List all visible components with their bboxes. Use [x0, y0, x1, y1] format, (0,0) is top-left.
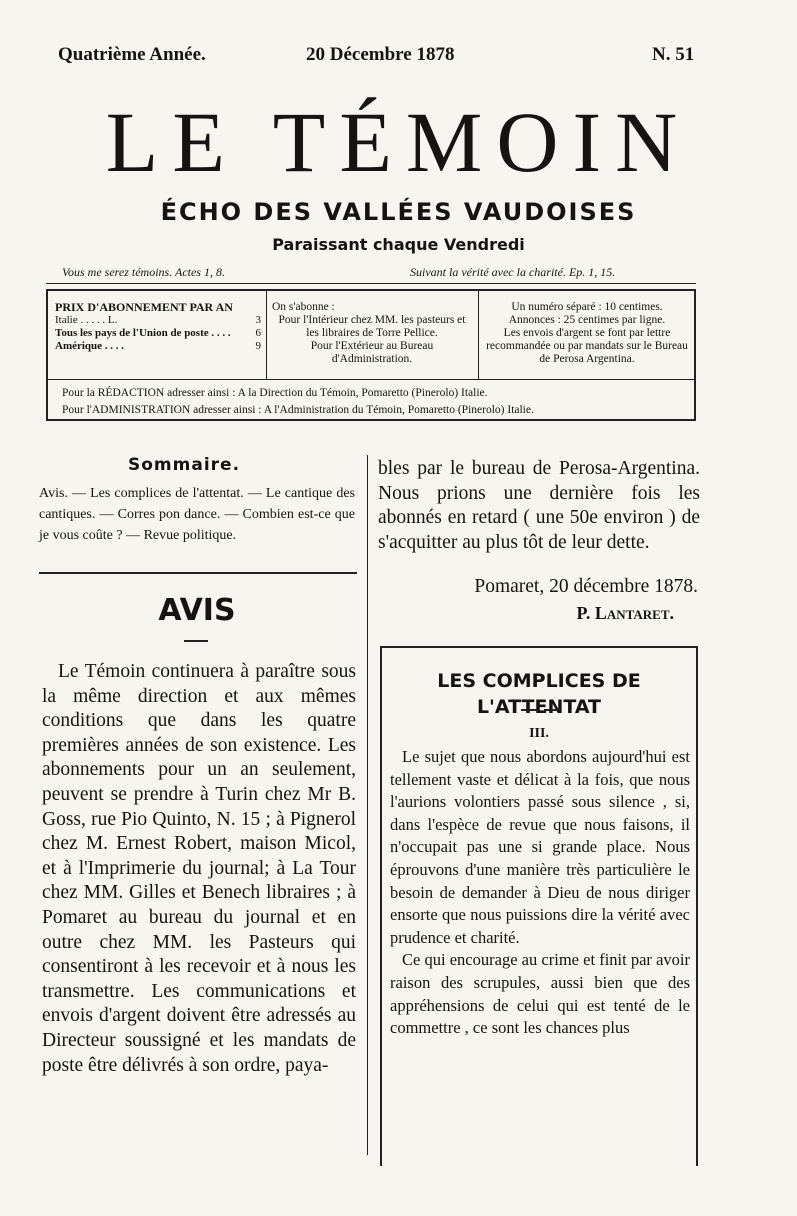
- avis-body: Le Témoin continuera à paraître sous la même direction et aux mêmes conditions que dans les quatre premières années de son existence. Les abonnements pour un an seulement, peuvent se prendre à Turin chez Mr B. Goss, rue Pio Quinto, N. 15 ; à Pignerol chez M. Ernest Robert, maison Micol, et à l'Imprimerie du journal; à La Tour chez MM. Gilles et Benech libraires ; à Pomaret au bureau du journal et en outre chez MM. les Pasteurs qui consentiront à les recevoir et à nous les transmettre. Les communications et envois d'argent doivent être adressés au Directeur soussigné et les mandats de poste être délivrés à son ordre, paya-: [42, 661, 356, 1076]
- price-row: [55, 340, 261, 353]
- price-value: 6: [255, 327, 261, 339]
- price-block: [55, 301, 261, 353]
- price-heading: PRIX D'ABONNEMENT PAR AN: [55, 300, 233, 314]
- sommaire-rule: [39, 572, 357, 574]
- signature: P. Lantaret.: [576, 603, 674, 623]
- ad-price: Annonces : 25 centimes par ligne.: [508, 314, 666, 326]
- article-title: LES COMPLICES DE L'ATTENTAT: [437, 670, 641, 718]
- periodicity: Paraissant chaque Vendredi: [272, 235, 525, 254]
- money-transfer: Les envois d'argent se font par lettre recommandée ou par mandats sur le Bureau de Perosa Argentina.: [486, 327, 688, 365]
- article-body: [390, 746, 690, 1040]
- column-separator: [367, 455, 368, 1155]
- price-region: Italie . . . . . L.: [55, 314, 118, 326]
- where-heading: On s'abonne :: [272, 301, 335, 313]
- price-value: 3: [255, 314, 261, 326]
- article-paragraph: Le sujet que nous abordons aujourd'hui est tellement vaste et délicat à la fois, que nous l'aurions volontiers passé sous silence , si, dans l'espèce de revue que nous faisons, il n'occupait pas une si grande place. Nous éprouvons d'une manière très particulière le besoin de demander à Dieu de nous diriger ensorte que nous puissions dire la vérité avec prudence et charité.: [390, 747, 690, 947]
- article-paragraph: Ce qui encourage au crime et finit par avoir raison des scrupules, aussi bien que des appréhensions de celui qui est tenté de le commettre , ce sont les chances plus: [390, 950, 690, 1038]
- single-issue-block: [485, 301, 689, 366]
- issue-number: N. 51: [652, 44, 695, 65]
- newspaper-subtitle: ÉCHO DES VALLÉES VAUDOISES: [160, 198, 637, 226]
- issue-date: 20 Décembre 1878: [306, 44, 455, 65]
- section-number: III.: [529, 726, 549, 741]
- price-row: [55, 327, 261, 340]
- price-region: Amérique . . . .: [55, 340, 125, 352]
- place-date: Pomaret, 20 décembre 1878.: [474, 576, 698, 597]
- box-separator: [478, 291, 479, 379]
- title-dash: [184, 640, 208, 642]
- masthead-rule: [46, 283, 696, 284]
- year-label: Quatrième Année.: [58, 44, 206, 65]
- sommaire-title: Sommaire.: [128, 455, 241, 475]
- redaction-address: Pour la RÉDACTION adresser ainsi : A la Direction du Témoin, Pomaretto (Pinerolo) Italie.: [62, 387, 488, 399]
- price-table: [55, 314, 261, 353]
- title-dash: [521, 709, 537, 711]
- avis-continuation: bles par le bureau de Perosa-Argentina. Nous prions une dernière fois les abonnés en retard ( une 50e environ ) de s'acquitter au plus tôt de leur dette.: [378, 458, 700, 553]
- box-separator: [266, 291, 267, 379]
- avis-title: AVIS: [158, 593, 236, 628]
- where-interior: Pour l'Intérieur chez MM. les pasteurs et les libraires de Torre Pellice.: [278, 314, 466, 339]
- administration-address: Pour l'ADMINISTRATION adresser ainsi : A l'Administration du Témoin, Pomaretto (Pinerolo) Italie.: [62, 404, 534, 416]
- newspaper-title: LE TÉMOIN: [105, 94, 692, 190]
- price-value: 9: [255, 340, 261, 352]
- where-exterior: Pour l'Extérieur au Bureau d'Administration.: [310, 340, 434, 365]
- price-row: [55, 314, 261, 327]
- sommaire-text: Avis. — Les complices de l'attentat. — Le cantique des cantiques. — Corres pon dance. — Combien est-ce que je vous coûte ? — Revue politique.: [39, 486, 355, 543]
- single-issue-price: Un numéro séparé : 10 centimes.: [511, 301, 663, 313]
- price-region: Tous les pays de l'Union de poste . . . .: [55, 327, 231, 339]
- motto-right: Suivant la vérité avec la charité. Ep. 1, 15.: [410, 265, 616, 279]
- motto-left: Vous me serez témoins. Actes 1, 8.: [62, 265, 225, 279]
- title-dash: [544, 709, 560, 711]
- subscription-places: [272, 301, 472, 366]
